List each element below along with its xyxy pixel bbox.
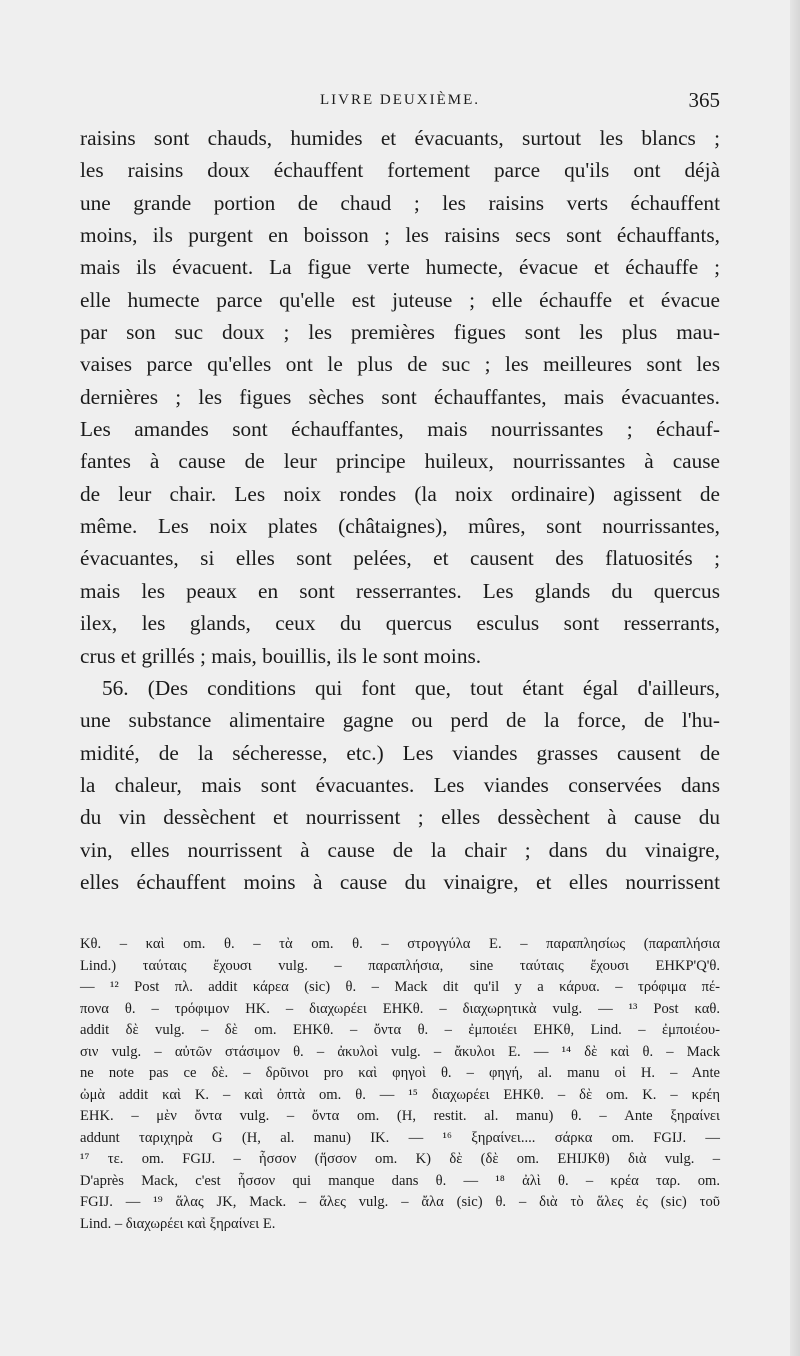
footnote-line: EHK. – μὲν ὄντα vulg. – ὄντα om. (H, restit. al. manu) θ. – Ante ξηραίνει: [80, 1108, 720, 1124]
text-line: moins, ils purgent en boisson ; les raisins secs sont échauffants,: [80, 223, 720, 248]
footnote-line: Kθ. – καὶ om. θ. – τὰ om. θ. – στρογγύλα E. – παραπλησίως (παραπλήσια: [80, 936, 720, 952]
text-line: elles échauffent moins à cause du vinaigre, et elles nourrissent: [80, 869, 720, 894]
footnote-line: σιν vulg. – αὐτῶν στάσιμον θ. – ἀκυλοὶ vulg. – ἄκυλοι E. — ¹⁴ δὲ καὶ θ. – Mack: [80, 1043, 720, 1060]
text-line: les raisins doux échauffent fortement parce qu'ils ont déjà: [80, 158, 720, 183]
text-line: même. Les noix plates (châtaignes), mûres, sont nourrissantes,: [80, 514, 720, 539]
text-line: la chaleur, mais sont évacuantes. Les viandes conservées dans: [80, 772, 720, 797]
footnote-line: ὠμὰ addit καὶ K. – καὶ ὀπτὰ om. θ. — ¹⁵ διαχωρέει EHKθ. – δὲ om. K. – κρέη: [80, 1086, 720, 1103]
footnote-line: D'après Mack, c'est ἧσσον qui manque dans θ. — ¹⁸ ἀλὶ θ. – κρέα ταρ. om.: [80, 1172, 720, 1189]
footnote-line: addunt ταριχηρὰ G (H, al. manu) IK. — ¹⁶ ξηραίνει.... σάρκα om. FGIJ. —: [80, 1129, 720, 1146]
text-line: fantes à cause de leur principe huileux, nourrissantes à cause: [80, 449, 720, 474]
footnote-line: πονα θ. – τρόφιμον HK. – διαχωρέει EHKθ. – διαχωρητικὰ vulg. — ¹³ Post καθ.: [80, 1000, 720, 1017]
page-header: [80, 88, 720, 118]
section-heading-line: 56. (Des conditions qui font que, tout étant égal d'ailleurs,: [102, 675, 720, 700]
footnote-line: Lind. – διαχωρέει καὶ ξηραίνει E.: [80, 1215, 276, 1232]
text-line: vin, elles nourrissent à cause de la chair ; dans du vinaigre,: [80, 837, 720, 862]
text-line: par son suc doux ; les premières figues sont les plus mau-: [80, 320, 720, 345]
footnote-line: Lind.) ταύταις ἔχουσι vulg. – παραπλήσια, sine ταύταις ἔχουσι EHKP'Q'θ.: [80, 957, 720, 974]
text-line: dernières ; les figues sèches sont échauffantes, mais évacuantes.: [80, 384, 720, 409]
text-line: une substance alimentaire gagne ou perd de la force, de l'hu-: [80, 708, 720, 733]
footnote-line: ¹⁷ τε. om. FGIJ. – ἧσσον (ἥσσον om. K) δὲ (δὲ om. EHIJKθ) διὰ vulg. –: [80, 1151, 720, 1167]
text-line: du vin dessèchent et nourrissent ; elles dessèchent à cause du: [80, 805, 720, 830]
text-line: crus et grillés ; mais, bouillis, ils le sont moins.: [80, 643, 482, 668]
text-line: mais les peaux en sont resserrantes. Les glands du quercus: [80, 578, 720, 603]
text-line: une grande portion de chaud ; les raisins verts échauffent: [80, 190, 720, 215]
footnote-line: ne note pas ce δὲ. – δρῦινοι pro καὶ φηγοὶ θ. – φηγή, al. manu οἱ H. – Ante: [80, 1065, 720, 1081]
footnote-line: FGIJ. — ¹⁹ ἅλας JK, Mack. – ἅλες vulg. – ἄλα (sic) θ. – διὰ τὸ ἅλες ἐς (sic) τοῦ: [80, 1194, 720, 1210]
footnote-line: addit δὲ vulg. – δὲ om. EHKθ. – ὄντα θ. – ἐμποιέει EHKθ, Lind. – ἐμποιέου-: [80, 1022, 720, 1038]
text-line: vaises parce qu'elles ont le plus de suc ; les meilleures sont les: [80, 352, 720, 377]
text-line: évacuantes, si elles sont pelées, et causent des flatuosités ;: [80, 546, 720, 571]
text-line: elle humecte parce qu'elle est juteuse ; elle échauffe et évacue: [80, 287, 720, 312]
footnote-line: — ¹² Post πλ. addit κάρεα (sic) θ. – Mack dit qu'il y a κάρυα. – τρόφιμα πέ-: [80, 979, 720, 995]
text-line: midité, de la sécheresse, etc.) Les viandes grasses causent de: [80, 740, 720, 765]
page-number: 365: [688, 88, 720, 112]
main-text: [80, 122, 720, 898]
text-line: de leur chair. Les noix rondes (la noix ordinaire) agissent de: [80, 481, 720, 506]
text-line: mais ils évacuent. La figue verte humecte, évacue et échauffe ;: [80, 255, 720, 280]
text-line: raisins sont chauds, humides et évacuants, surtout les blancs ;: [80, 126, 720, 150]
text-line: ilex, les glands, ceux du quercus esculus sont resserrants,: [80, 611, 720, 636]
page-edge: [790, 0, 800, 1356]
running-head: LIVRE DEUXIÈME.: [320, 92, 480, 108]
text-line: Les amandes sont échauffantes, mais nourrissantes ; échauf-: [80, 417, 720, 442]
footnotes: [80, 934, 720, 1235]
